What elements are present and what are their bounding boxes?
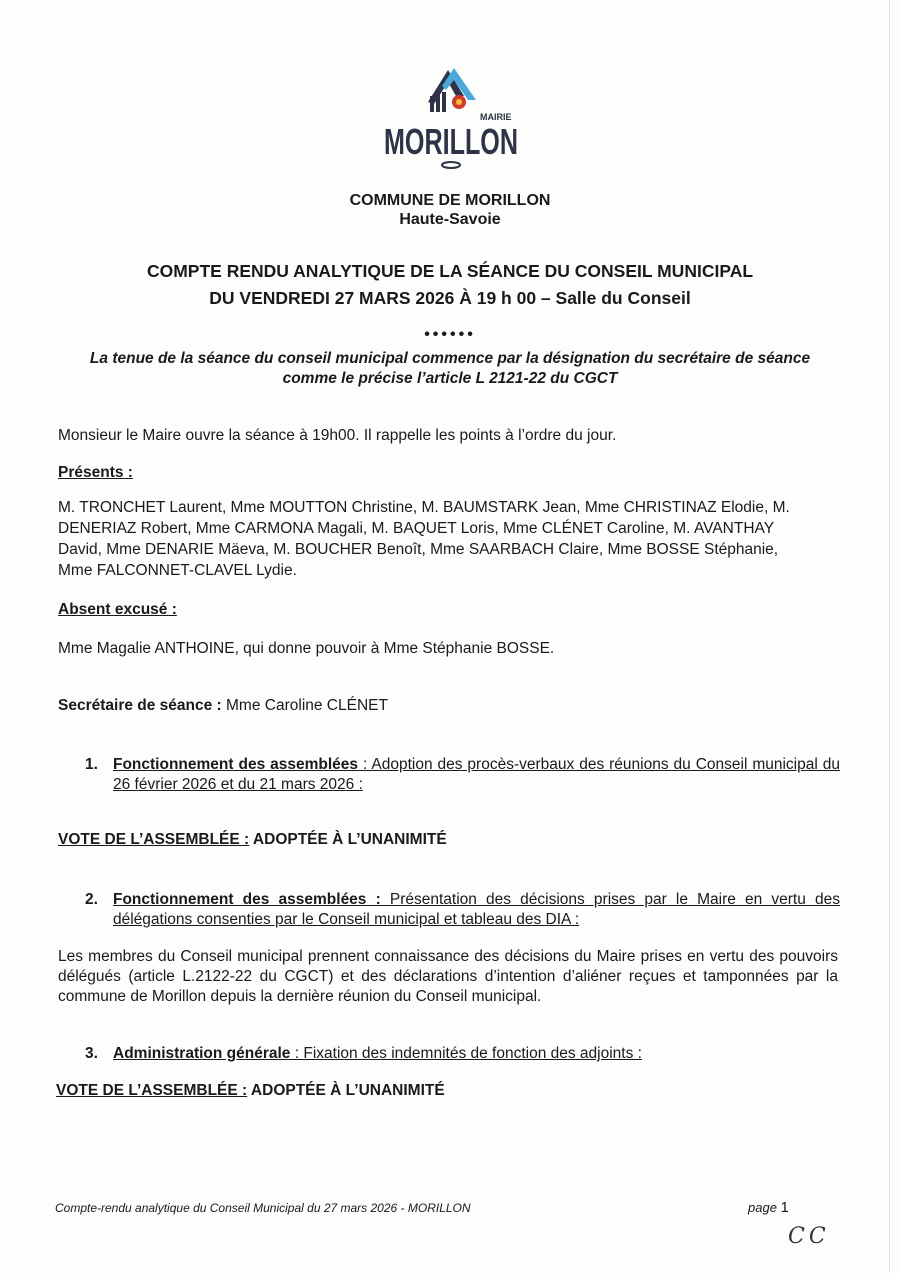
agenda-item-1 <box>85 755 840 795</box>
page-footer-text: Compte-rendu analytique du Conseil Municipal du 27 mars 2026 - MORILLON <box>55 1201 471 1215</box>
commune-header <box>0 191 900 229</box>
item-description: : Adoption des procès-verbaux des réunions du Conseil municipal du 26 février 2026 et du 21 mars 2026 : <box>113 756 840 793</box>
item-label: Fonctionnement des assemblées : <box>113 891 381 908</box>
intro-line-1: La tenue de la séance du conseil municipal commence par la désignation du secrétaire de séance <box>89 350 811 367</box>
commune-region: Haute-Savoie <box>399 211 501 228</box>
handwritten-initials: CC <box>788 1224 830 1249</box>
vote-result-3 <box>56 1082 445 1100</box>
agenda-item-2 <box>85 890 840 930</box>
presents-list <box>58 497 838 581</box>
commune-name: COMMUNE DE MORILLON <box>349 192 551 209</box>
vote-label: VOTE DE L’ASSEMBLÉE : <box>58 831 250 848</box>
presents-heading: Présents : <box>58 464 133 481</box>
agenda-item-3 <box>85 1044 840 1064</box>
item-number: 3. <box>85 1045 98 1062</box>
item-description: Présentation des décisions prises par le Maire en vertu des délégations consenties par le Conseil municipal et tableau des DIA : <box>113 891 840 928</box>
morillon-logo <box>380 64 522 174</box>
item-label: Fonctionnement des assemblées <box>113 756 359 773</box>
item-2-body: Les membres du Conseil municipal prennent connaissance des décisions du Maire prises en vertu des pouvoirs délégués (article L.2122-22 du CGCT) et des déclarations d’intention d’aliéner reçues et tamponnées par la commune de Morillon depuis la dernière réunion du Conseil municipal. <box>58 948 838 1005</box>
presents-line: M. TRONCHET Laurent, Mme MOUTTON Christine, M. BAUMSTARK Jean, Mme CHRISTINAZ Elodie, M. <box>58 499 790 516</box>
opening-paragraph: Monsieur le Maire ouvre la séance à 19h00. Il rappelle les points à l’ordre du jour. <box>58 427 617 444</box>
logo-emblem-icon <box>380 64 522 174</box>
item-description: : Fixation des indemnités de fonction des adjoints : <box>290 1045 642 1062</box>
item-number: 1. <box>85 756 98 773</box>
item-text <box>113 1044 840 1064</box>
page-number <box>748 1199 789 1216</box>
title-line-1: COMPTE RENDU ANALYTIQUE DE LA SÉANCE DU CONSEIL MUNICIPAL <box>146 261 754 281</box>
document-title <box>0 258 900 312</box>
logo-mairie-label: MAIRIE <box>480 112 512 122</box>
item-label: Administration générale <box>113 1045 291 1062</box>
separator-dots: •••••• <box>424 326 476 343</box>
secretary-line <box>58 696 838 716</box>
page-number-value: 1 <box>780 1199 789 1216</box>
item-text <box>113 890 840 930</box>
vote-result-1 <box>58 831 447 849</box>
presents-line: DENERIAZ Robert, Mme CARMONA Magali, M. BAQUET Loris, Mme CLÉNET Caroline, M. AVANTHAY <box>58 520 775 537</box>
logo-name: MORILLON <box>384 121 518 162</box>
presents-line: Mme FALCONNET-CLAVEL Lydie. <box>58 562 297 579</box>
vote-label: VOTE DE L’ASSEMBLÉE : <box>56 1082 248 1099</box>
vote-outcome: ADOPTÉE À L’UNANIMITÉ <box>249 831 447 848</box>
item-number: 2. <box>85 891 98 908</box>
absent-text: Mme Magalie ANTHOINE, qui donne pouvoir à Mme Stéphanie BOSSE. <box>58 640 555 657</box>
title-line-2: DU VENDREDI 27 MARS 2026 À 19 h 00 – Salle du Conseil <box>209 288 691 308</box>
intro-line-2: comme le précise l’article L 2121-22 du CGCT <box>282 370 618 387</box>
presents-line: David, Mme DENARIE Mäeva, M. BOUCHER Benoît, Mme SAARBACH Claire, Mme BOSSE Stéphanie, <box>58 541 779 558</box>
secretary-name: Mme Caroline CLÉNET <box>221 697 388 714</box>
secretary-label: Secrétaire de séance : <box>58 697 222 714</box>
page-label: page <box>748 1200 777 1215</box>
item-text <box>113 755 840 795</box>
absent-heading: Absent excusé : <box>58 601 177 618</box>
vote-outcome: ADOPTÉE À L’UNANIMITÉ <box>247 1082 445 1099</box>
intro-note <box>70 349 830 389</box>
